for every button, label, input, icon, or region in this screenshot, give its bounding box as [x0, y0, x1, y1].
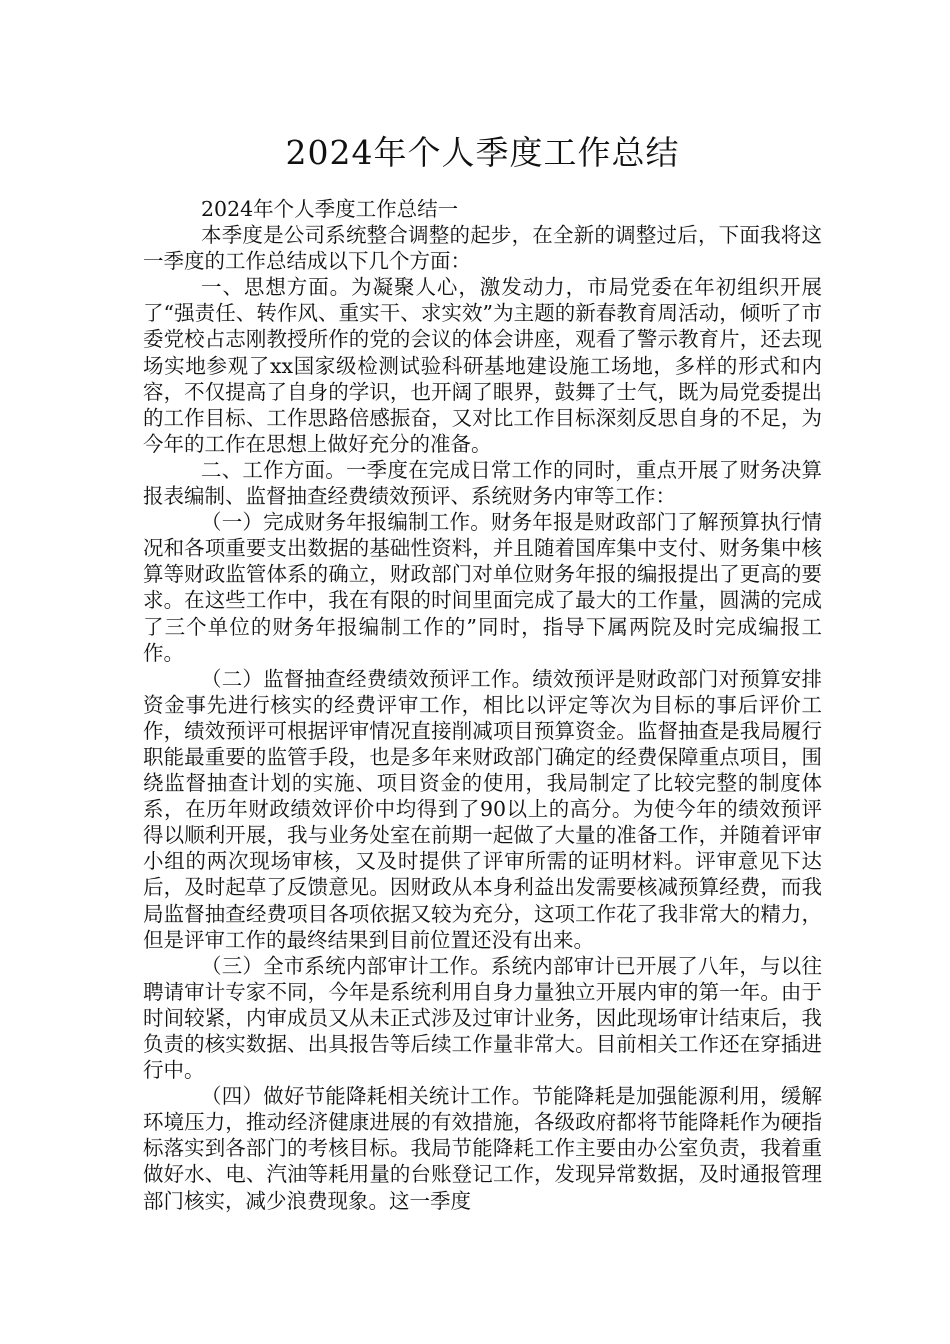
paragraph-internal-audit: （三）全市系统内部审计工作。系统内部审计已开展了八年，与以往聘请审计专家不同，今年是系统利用自身力量独立开展内审的第一年。由于时间较紧，内审成员又从未正式涉及过审计业务，因此现场审计结束后，我负责的核实数据、出具报告等后续工作量非常大。目前相关工作还在穿插进行中。: [143, 953, 822, 1083]
document-title: 2024年个人季度工作总结: [285, 133, 680, 172]
document-body: [143, 196, 822, 1214]
paragraph-intro: 本季度是公司系统整合调整的起步，在全新的调整过后，下面我将这一季度的工作总结成以下几个方面：: [143, 223, 822, 274]
paragraph-work: 二、工作方面。一季度在完成日常工作的同时，重点开展了财务决算报表编制、监督抽查经费绩效预评、系统财务内审等工作：: [143, 457, 822, 509]
section-heading: 2024年个人季度工作总结一: [201, 197, 459, 221]
paragraph-energy-saving: （四）做好节能降耗相关统计工作。节能降耗是加强能源利用，缓解环境压力，推动经济健康进展的有效措施，各级政府都将节能降耗作为硬指标落实到各部门的考核目标。我局节能降耗工作主要由办公室负责，我着重做好水、电、汽油等耗用量的台账登记工作，发现异常数据，及时通报管理部门核实，减少浪费现象。这一季度: [143, 1084, 822, 1213]
paragraph-annual-report: （一）完成财务年报编制工作。财务年报是财政部门了解预算执行情况和各项重要支出数据的基础性资料，并且随着国库集中支付、财务集中核算等财政监管体系的确立，财政部门对单位财务年报的编报提出了更高的要求。在这些工作中，我在有限的时间里面完成了最大的工作量，圆满的完成了三个单位的财务年报编制工作的”同时，指导下属两院及时完成编报工作。: [143, 510, 822, 665]
paragraph-performance-review: （二）监督抽查经费绩效预评工作。绩效预评是财政部门对预算安排资金事先进行核实的经费评审工作，相比以评定等次为目标的事后评价工作，绩效预评可根据评审情况直接削减项目预算资金。监督抽查是我局履行职能最重要的监管手段，也是多年来财政部门确定的经费保障重点项目，围绕监督抽查计划的实施、项目资金的使用，我局制定了比较完整的制度体系，在历年财政绩效评价中均得到了90以上的高分。为使今年的绩效预评得以顺利开展，我与业务处室在前期一起做了大量的准备工作，并随着评审小组的两次现场审核，又及时提供了评审所需的证明材料。评审意见下达后，及时起草了反馈意见。因财政从本身利益出发需要核减预算经费，而我局监督抽查经费项目各项依据又较为充分，这项工作花了我非常大的精力，但是评审工作的最终结果到目前位置还没有出来。: [143, 666, 822, 952]
paragraph-ideology: 一、思想方面。为凝聚人心，激发动力，市局党委在年初组织开展了“强责任、转作风、重实干、求实效”为主题的新春教育周活动，倾听了市委党校占志刚教授所作的党的会议的体会讲座，观看了警示教育片，还去现场实地参观了xx国家级检测试验科研基地建设施工场地，多样的形式和内容，不仅提高了自身的学识，也开阔了眼界，鼓舞了士气，既为局党委提出的工作目标、工作思路倍感振奋，又对比工作目标深刻反思自身的不足，为今年的工作在思想上做好充分的准备。: [143, 275, 822, 456]
